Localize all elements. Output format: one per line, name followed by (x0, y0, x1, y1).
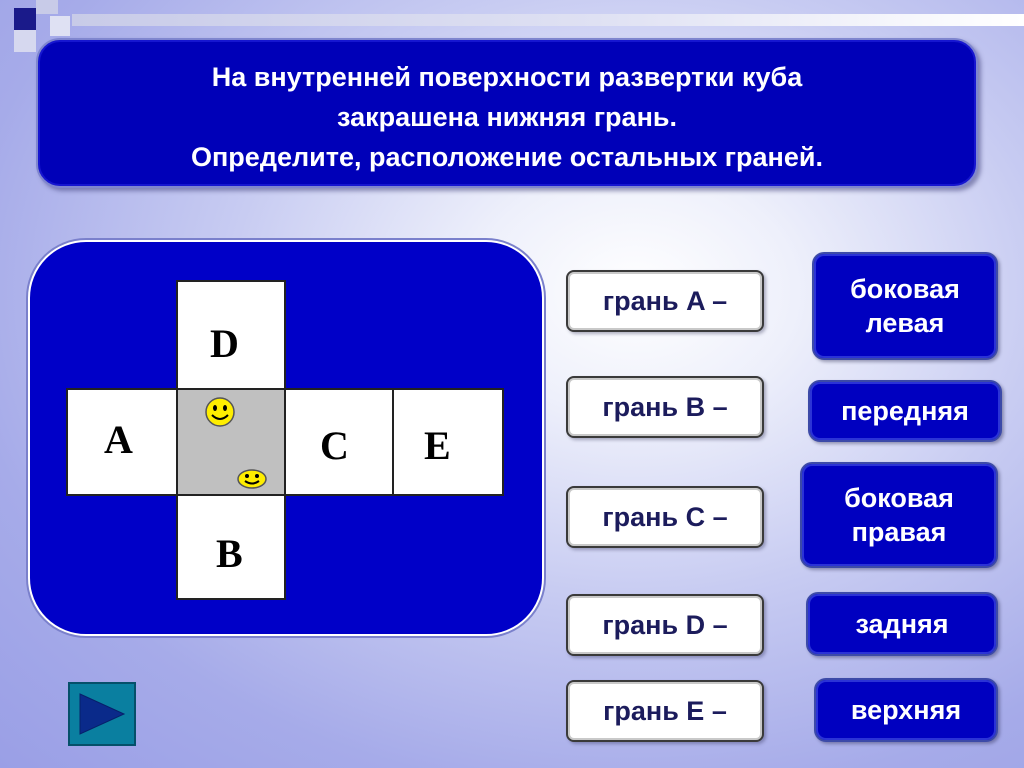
answer-label: верхняя (850, 695, 962, 725)
title-line: На внутренней поверхности развертки куба (211, 62, 803, 92)
face-a-button[interactable] (566, 270, 764, 332)
answer-top-button[interactable] (814, 678, 998, 742)
decorative-top-bar (72, 14, 1024, 26)
face-e-label: E (424, 423, 451, 468)
title-line: закрашена нижняя грань. (337, 102, 677, 132)
face-b-button-label: грань B – (602, 392, 728, 422)
face-d[interactable] (176, 280, 286, 390)
play-triangle-icon (70, 684, 134, 744)
answer-side-right-button[interactable] (800, 462, 998, 568)
face-d-label: D (210, 321, 239, 366)
title-line: Определите, расположение остальных граней. (191, 142, 823, 172)
face-d-button-label: грань D – (602, 610, 728, 640)
face-c-button-label: грань C – (602, 502, 728, 532)
face-b-button[interactable] (566, 376, 764, 438)
answer-front-button[interactable] (808, 380, 1002, 442)
decorative-square (14, 8, 36, 30)
face-e-button-label: грань E – (603, 696, 727, 726)
face-b-label: B (216, 531, 243, 576)
face-e[interactable] (392, 388, 504, 496)
answer-label: правая (851, 517, 947, 547)
face-c-button[interactable] (566, 486, 764, 548)
decorative-square (14, 30, 36, 52)
answer-label: боковая (850, 274, 960, 304)
decorative-square (36, 0, 58, 14)
face-d-button[interactable] (566, 594, 764, 656)
face-a-button-label: грань A – (602, 286, 728, 316)
answer-side-left-button[interactable] (812, 252, 998, 360)
face-b[interactable] (176, 494, 286, 600)
answer-label: боковая (844, 483, 954, 513)
face-bottom[interactable] (176, 388, 286, 496)
cube-net-panel (28, 240, 544, 636)
smiley-face-icon (236, 468, 268, 490)
next-slide-button[interactable] (68, 682, 136, 746)
answer-label: левая (865, 308, 945, 338)
smiley-face-icon (204, 396, 236, 428)
answer-back-button[interactable] (806, 592, 998, 656)
face-c[interactable] (284, 388, 394, 496)
answer-label: передняя (841, 396, 969, 426)
face-a[interactable] (66, 388, 178, 496)
face-e-button[interactable] (566, 680, 764, 742)
answer-label: задняя (855, 609, 949, 639)
decorative-square (50, 16, 70, 36)
face-a-label: A (104, 417, 133, 462)
task-title (36, 38, 978, 188)
face-c-label: C (320, 423, 349, 468)
